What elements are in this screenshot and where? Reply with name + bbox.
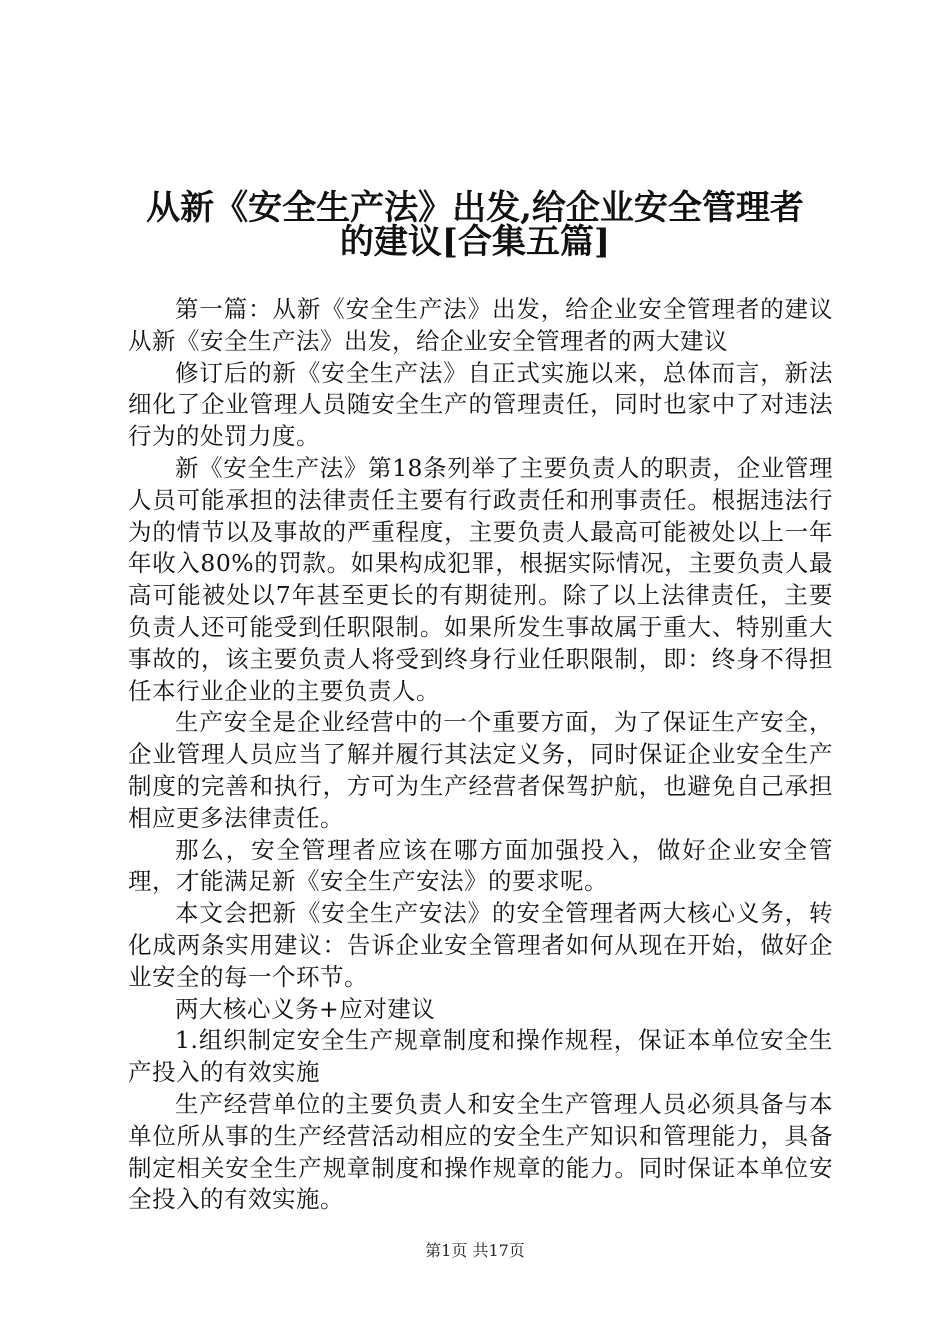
document-title-line-2: 的建议[合集五篇] (339, 222, 611, 262)
paragraph: 第一篇：从新《安全生产法》出发，给企业安全管理者的建议从新《安全生产法》出发，给企业安全管理者的两大建议 (128, 295, 833, 355)
numbered-item: 1.组织制定安全生产规章制度和操作规程，保证本单位安全生产投入的有效实施 (128, 1026, 833, 1087)
page-footer: 第1页 共17页 (425, 1241, 525, 1260)
paragraph: 那么，安全管理者应该在哪方面加强投入，做好企业安全管理，才能满足新《安全生产安法》的要求呢。 (128, 835, 833, 896)
paragraph: 生产经营单位的主要负责人和安全生产管理人员必须具备与本单位所从事的生产经营活动相应的安全生产知识和管理能力，具备制定相关安全生产规章制度和操作规章的能力。同时保证本单位安全投入的有效实施。 (128, 1089, 833, 1214)
paragraph: 本文会把新《安全生产安法》的安全管理者两大核心义务，转化成两条实用建议：告诉企业安全管理者如何从现在开始，做好企业安全的每一个环节。 (128, 899, 833, 991)
section-heading: 两大核心义务+应对建议 (175, 994, 436, 1023)
paragraph: 修订后的新《安全生产法》自正式实施以来，总体而言，新法细化了企业管理人员随安全生产的管理责任，同时也家中了对违法行为的处罚力度。 (128, 358, 833, 451)
document-title-line-1: 从新《安全生产法》出发,给企业安全管理者 (146, 188, 804, 228)
paragraph: 生产安全是企业经营中的一个重要方面，为了保证生产安全，企业管理人员应当了解并履行其法定义务，同时保证企业安全生产制度的完善和执行，方可为生产经营者保驾护航，也避免自己承担相应更多法律责任。 (128, 708, 833, 832)
paragraph: 新《安全生产法》第18条列举了主要负责人的职责，企业管理人员可能承担的法律责任主要有行政责任和刑事责任。根据违法行为的情节以及事故的严重程度，主要负责人最高可能被处以上一年年收入80%的罚款。如果构成犯罪，根据实际情况，主要负责人最高可能被处以7年甚至更长的有期徒刑。除了以上法律责任，主要负责人还可能受到任职限制。如果所发生事故属于重大、特别重大事故的，该主要负责人将受到终身行业任职限制，即：终身不得担任本行业企业的主要负责人。 (128, 453, 833, 705)
document-body (128, 294, 833, 1216)
